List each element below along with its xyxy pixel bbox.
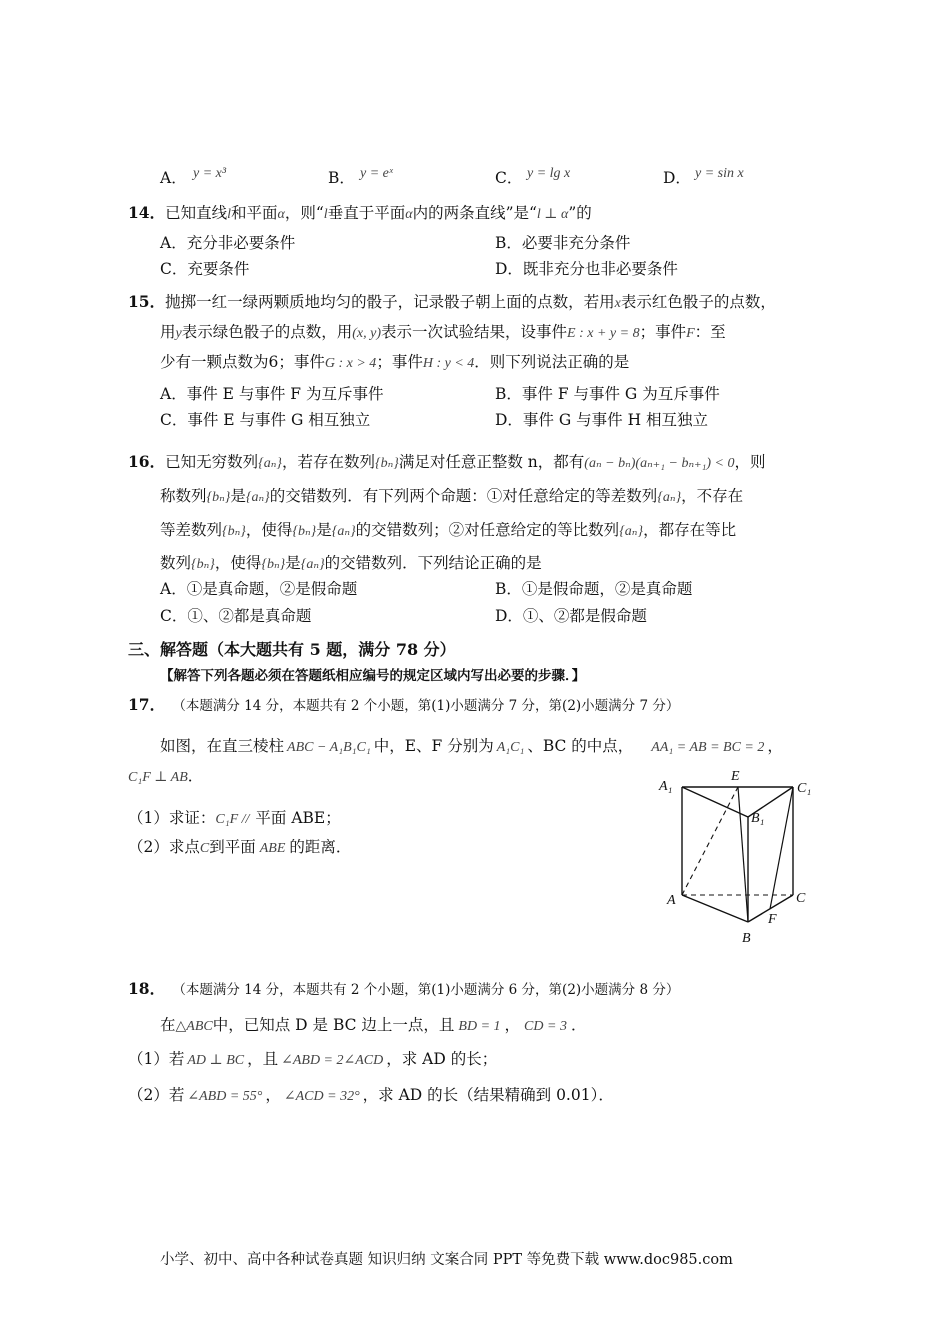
q17-text: 平面 ABE； [255,809,341,827]
q16-option-c: C．①、②都是真命题 [160,607,312,625]
q15-line-2 [160,320,726,342]
q13-option-a-math: y = x³ [193,166,227,181]
q16-text: 的交错数列．下列结论正确的是 [324,554,542,572]
q14-number: 14． [128,203,166,222]
q14-math: l ⊥ α [536,207,569,222]
q16-text: ，若存在数列 [281,453,375,471]
q17-math: ABE [259,841,286,856]
q15-text: 少有一颗点数为6；事件 [160,353,325,371]
q15-text: ．则下列说法正确的是 [474,353,630,371]
q15-math: (x, y) [352,326,382,341]
q15-math: x [614,296,621,311]
q18-text: 在 [160,1016,176,1034]
q13-option-c-math: y = lg x [527,166,571,181]
q17-header: （本题满分 14 分，本题共有 2 个小题，第(1)小题满分 7 分，第(2)小题满分 7 分） [179,698,680,714]
q15-text: ；事件 [376,353,423,371]
q17-line-1 [160,734,783,756]
q16-option-d: D．①、②都是假命题 [495,607,647,625]
q17-text: ， [767,737,783,755]
q14-math: l [227,207,231,222]
label-b: B [742,931,751,946]
q14-option-a: A．充分非必要条件 [160,234,296,252]
q16-math: {aₙ} [619,524,644,539]
q16-text: 的交错数列．有下列两个命题：①对任意给定的等差数列 [269,487,658,505]
q16-text: ，则 [734,453,766,471]
q16-text: ，都存在等比 [643,521,737,539]
q16-text: ，不存在 [681,487,744,505]
q16-line-2 [160,484,743,506]
label-c1: C₁ [797,781,812,796]
q17-text: 到平面 [209,838,256,856]
q18-text: ，求 AD 的长； [386,1050,498,1068]
q18-math: △ABC [175,1019,213,1034]
q17-text: 如图，在直三棱柱 [160,737,285,755]
q17-text: 、BC 的中点， [527,737,634,755]
q16-number: 16． [128,452,166,471]
q18-math: ∠ABD = 55° [187,1089,263,1104]
q18-text: ． [570,1016,587,1034]
label-f: F [768,912,777,927]
q17-math: C [199,841,210,856]
q16-line-3 [160,518,736,540]
q16-math: {aₙ} [245,490,270,505]
q15-option-a: A．事件 E 与事件 F 为互斥事件 [160,385,384,403]
q14-text: ，则“ [284,204,324,222]
q16-option-a: A．①是真命题，②是假命题 [160,580,358,598]
q14-option-c: C．充要条件 [160,260,250,278]
q17-math: C₁F ⊥ AB [128,770,188,785]
q16-text: ，使得 [214,554,262,572]
q17-header-line [128,693,679,715]
q16-text: 数列 [160,554,192,572]
q18-header-line [128,977,679,999]
q18-text: （1）若 [128,1050,185,1068]
q15-math: H : y < 4 [422,356,475,371]
q17-math: A₁C₁ [496,740,525,755]
q18-part-1 [128,1047,497,1069]
label-a1: A₁ [659,779,673,794]
q16-math: {bₙ} [374,456,399,471]
q17-text: （1）求证： [128,809,216,827]
q15-option-c: C．事件 E 与事件 G 相互独立 [160,411,371,429]
section-3-title: 三、解答题（本大题共有 5 题，满分 78 分） [128,640,456,659]
q15-text: 抛掷一红一绿两颗质地均匀的骰子，记录骰子朝上面的点数，若用 [165,293,615,311]
q14-option-d: D．既非充分也非必要条件 [495,260,678,278]
q15-text: ；事件 [639,323,687,341]
q13-option-b-label: B． [328,169,355,187]
q16-math: {aₙ} [657,490,682,505]
q13-option-d-label: D． [663,169,691,187]
q15-option-d: D．事件 G 与事件 H 相互独立 [495,411,709,429]
q14-text: 垂直于平面 [327,204,406,222]
q15-math: G : x > 4 [324,356,377,371]
q17-math: C₁F // [215,812,250,827]
q16-text: 等差数列 [160,521,223,539]
label-e: E [731,769,740,784]
q15-line-3 [160,350,629,372]
q16-math: {bₙ} [191,557,215,572]
q16-math: (aₙ − bₙ)(aₙ₊₁ − bₙ₊₁) < 0 [584,456,735,471]
q18-line-1 [160,1013,586,1035]
q14-line [128,201,592,223]
q17-part-2 [128,835,351,857]
q18-part-2 [128,1083,614,1105]
q15-text: 表示一次试验结果，设事件 [381,323,568,341]
q18-math: BD = 1 [458,1019,501,1034]
q14-text: ”的 [568,204,592,222]
q18-text: ， [265,1086,281,1104]
q17-text: 的距离． [289,838,352,856]
q16-text: 称数列 [160,487,207,505]
q15-line-1 [128,290,776,312]
q15-option-b: B．事件 F 与事件 G 为互斥事件 [495,385,720,403]
q15-math: y [175,326,182,341]
q16-math: {bₙ} [261,557,286,572]
q17-math: AA₁ = AB = BC = 2 [651,740,765,755]
q17-line-2 [128,764,203,786]
q15-text: 表示绿色骰子的点数，用 [181,323,353,341]
q15-math: E : x + y = 8 [567,326,640,341]
q17-text: ． [187,767,204,785]
q14-text: 已知直线 [165,204,228,222]
edge-a-e-hidden [682,787,738,895]
q18-math: CD = 3 [524,1019,567,1034]
q16-option-b: B．①是假命题，②是真命题 [495,580,693,598]
q17-math: ABC − A₁B₁C₁ [287,740,371,755]
q18-text: ，且 [247,1050,279,1068]
label-a: A [667,893,676,908]
q14-math: α [277,207,285,222]
q15-text: 表示红色骰子的点数， [620,293,776,311]
q16-text: 满足对任意正整数 n，都有 [398,453,585,471]
q13-option-c-label: C． [495,169,523,187]
q18-math: ∠ACD = 32° [283,1089,360,1104]
q16-math: {bₙ} [206,490,231,505]
q18-text: ， [504,1016,521,1034]
q15-text: 用 [160,323,176,341]
q17-text: （2）求点 [128,838,200,856]
q16-line-4 [160,551,542,573]
prism-figure [655,762,830,947]
q16-math: {bₙ} [292,524,317,539]
label-c: C [796,891,806,906]
q16-line-1 [128,450,766,472]
q17-part-1 [128,806,341,828]
q16-text: 是 [230,487,246,505]
q15-text: ：至 [694,323,726,341]
q17-number: 17． [128,695,166,714]
q16-text: 已知无穷数列 [165,453,259,471]
q18-number: 18． [128,979,166,998]
edge-e-b [738,787,748,922]
label-b1: B₁ [751,811,765,826]
q16-text: 的交错数列；②对任意给定的等比数列 [355,521,620,539]
q18-text: （2）若 [128,1086,185,1104]
edge-a-b [682,895,748,922]
q14-text: 和平面 [230,204,278,222]
q15-number: 15． [128,292,166,311]
q16-math: {bₙ} [222,524,246,539]
page-footer: 小学、初中、高中各种试卷真题 知识归纳 文案合同 PPT 等免费下载 www.doc985.com [160,1252,733,1268]
q16-math: {aₙ} [331,524,356,539]
q16-text: ，使得 [245,521,293,539]
q16-math: {aₙ} [300,557,325,572]
q13-option-a-label: A． [160,169,187,187]
q16-math: {aₙ} [258,456,282,471]
q15-math: F [686,326,695,341]
q13-option-d-math: y = sin x [695,166,744,181]
q18-text: 中，已知点 D 是 BC 边上一点，且 [212,1016,455,1034]
section-3-note: 【解答下列各题必须在答题纸相应编号的规定区域内写出必要的步骤．】 [160,668,586,684]
q17-text: 中，E、F 分别为 [373,737,494,755]
q14-text: 内的两条直线”是“ [412,204,537,222]
q18-header: （本题满分 14 分，本题共有 2 个小题，第(1)小题满分 6 分，第(2)小题满分 8 分） [179,982,680,998]
q14-option-b: B．必要非充分条件 [495,234,631,252]
q16-text: 是 [285,554,301,572]
q16-text: 是 [316,521,332,539]
q13-option-b-math: y = eˣ [360,166,393,181]
q14-math: l [323,207,328,222]
q14-math: α [405,207,413,222]
edge-c1-f [770,787,793,909]
q18-math: AD ⊥ BC [187,1053,245,1068]
q18-text: ，求 AD 的长（结果精确到 0.01）． [362,1086,614,1104]
q18-math: ∠ABD = 2∠ACD [281,1053,384,1068]
